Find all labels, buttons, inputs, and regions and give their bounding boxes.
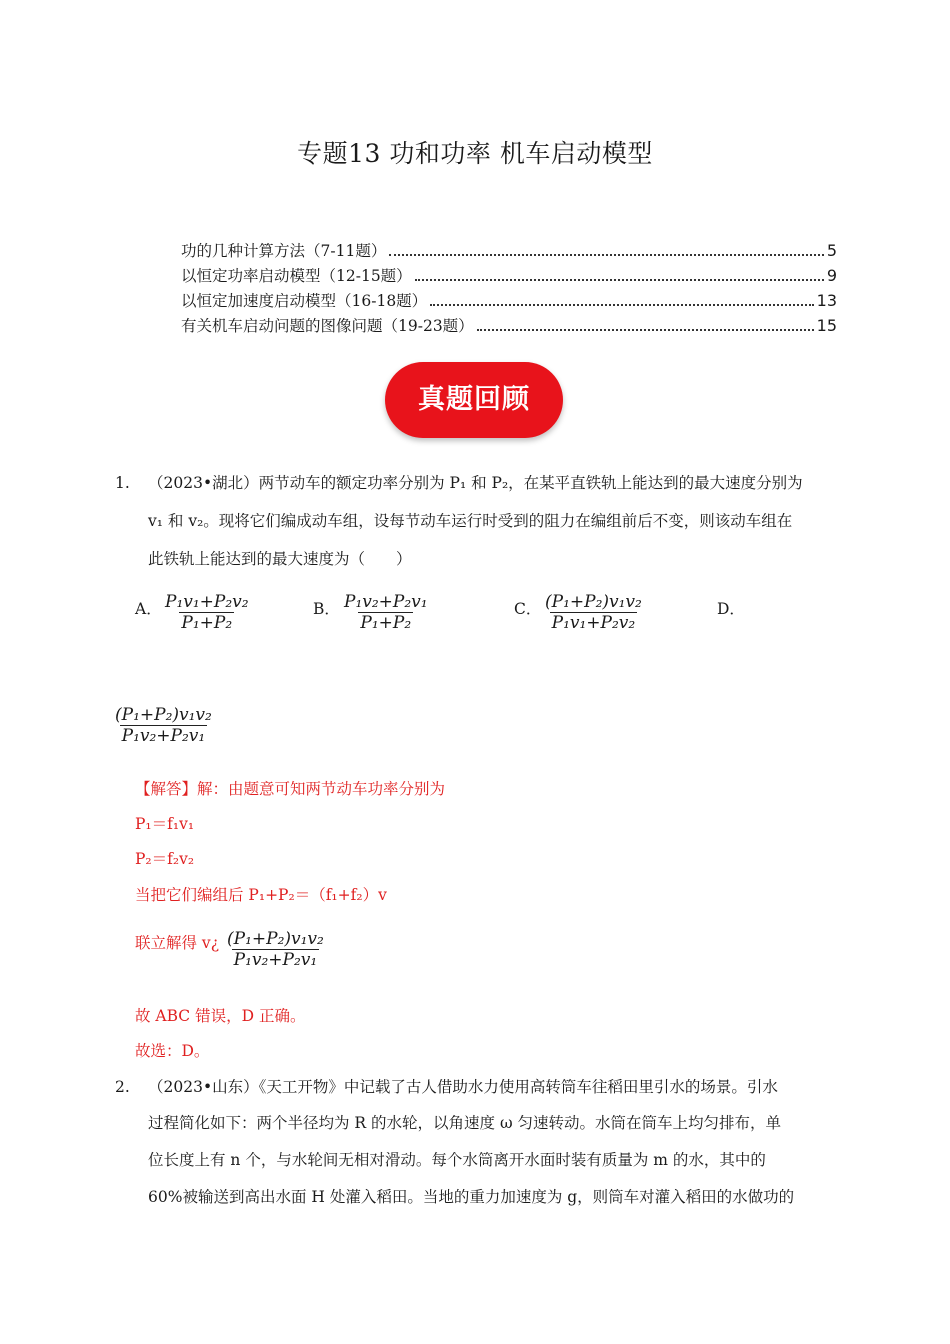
question-number: 1.: [115, 474, 130, 492]
option-b-formula: [342, 592, 430, 633]
toc-page: 13: [816, 291, 837, 310]
page-title: 专题13 功和功率 机车启动模型: [297, 139, 653, 168]
option-d-formula: [113, 705, 214, 746]
answer-line: 【解答】解：由题意可知两节动车功率分别为: [135, 780, 446, 798]
fraction-numerator: P₁v₂+P₂v₁: [344, 592, 428, 612]
fraction-denominator: P₁v₂+P₂v₁: [121, 726, 206, 746]
toc-label: 功的几种计算方法（7-11题）: [181, 242, 387, 260]
toc-leader: [415, 278, 824, 281]
answer-line: 故 ABC 错误，D 正确。: [135, 1007, 306, 1025]
option-label: C．: [514, 600, 542, 618]
question-text-line: 过程简化如下：两个半径均为 R 的水轮，以角速度 ω 匀速转动。水筒在筒车上均匀排布，单: [148, 1114, 782, 1132]
question-text-line: v₁ 和 v₂。现将它们编成动车组，设每节动车运行时受到的阻力在编组前后不变，则该动车组在: [148, 512, 793, 530]
toc-label: 以恒定功率启动模型（12-15题）: [181, 267, 412, 285]
toc-label: 以恒定加速度启动模型（16-18题）: [181, 292, 428, 310]
answer-formula: [225, 929, 326, 970]
fraction-denominator: P₁v₂+P₂v₁: [233, 950, 318, 970]
option-d[interactable]: [717, 597, 745, 619]
question-text-line: 位长度上有 n 个，与水轮间无相对滑动。每个水筒离开水面时装有质量为 m 的水，其中的: [148, 1151, 766, 1169]
option-a[interactable]: [135, 597, 162, 619]
fraction-numerator: (P₁+P₂)v₁v₂: [227, 929, 324, 949]
question-text-line: （2023•山东）《天工开物》中记载了古人借助水力使用高转筒车往稻田里引水的场景。引水: [148, 1078, 778, 1096]
answer-line: 联立解得 v¿: [135, 934, 219, 952]
fraction-numerator: (P₁+P₂)v₁v₂: [545, 592, 642, 612]
answer-line: 当把它们编组后 P₁+P₂＝（f₁+f₂）v: [135, 886, 387, 904]
answer-line: P₁＝f₁v₁: [135, 815, 195, 833]
toc-leader: [389, 253, 823, 256]
toc-item-4[interactable]: [181, 314, 837, 336]
question-text-line: 60%被输送到高出水面 H 处灌入稻田。当地的重力加速度为 g，则筒车对灌入稻田的水做功的: [148, 1188, 795, 1206]
toc-item-3[interactable]: [181, 289, 837, 311]
fraction-numerator: P₁v₁+P₂v₂: [165, 592, 249, 612]
question-text-line: 此铁轨上能达到的最大速度为（ ）: [148, 550, 412, 568]
option-label: B．: [313, 600, 340, 618]
question-number: 2.: [115, 1078, 130, 1096]
answer-line: P₂＝f₂v₂: [135, 850, 195, 868]
option-label: A．: [135, 600, 162, 618]
toc-leader: [477, 328, 814, 331]
toc-leader: [430, 303, 813, 306]
fraction-denominator: P₁+P₂: [360, 613, 412, 633]
question-text-line: （2023•湖北）两节动车的额定功率分别为 P₁ 和 P₂，在某平直铁轨上能达到的最大速度分别为: [148, 474, 803, 492]
option-label: D．: [717, 600, 745, 618]
toc-label: 有关机车启动问题的图像问题（19-23题）: [181, 317, 474, 335]
option-a-formula: [163, 592, 251, 633]
toc-item-2[interactable]: [181, 264, 837, 286]
toc-page: 9: [826, 266, 837, 285]
option-c[interactable]: [514, 597, 541, 619]
fraction-denominator: P₁v₁+P₂v₂: [551, 613, 636, 633]
option-c-formula: [543, 592, 644, 633]
toc-page: 15: [816, 316, 837, 335]
fraction-numerator: (P₁+P₂)v₁v₂: [115, 705, 212, 725]
option-b[interactable]: [313, 597, 340, 619]
fraction-denominator: P₁+P₂: [181, 613, 233, 633]
toc-item-1[interactable]: [181, 239, 837, 261]
toc-page: 5: [826, 241, 837, 260]
section-banner: 真题回顾: [385, 362, 563, 438]
answer-heading: 【解答】: [135, 780, 198, 798]
answer-choice: 故选：D。: [135, 1042, 210, 1060]
